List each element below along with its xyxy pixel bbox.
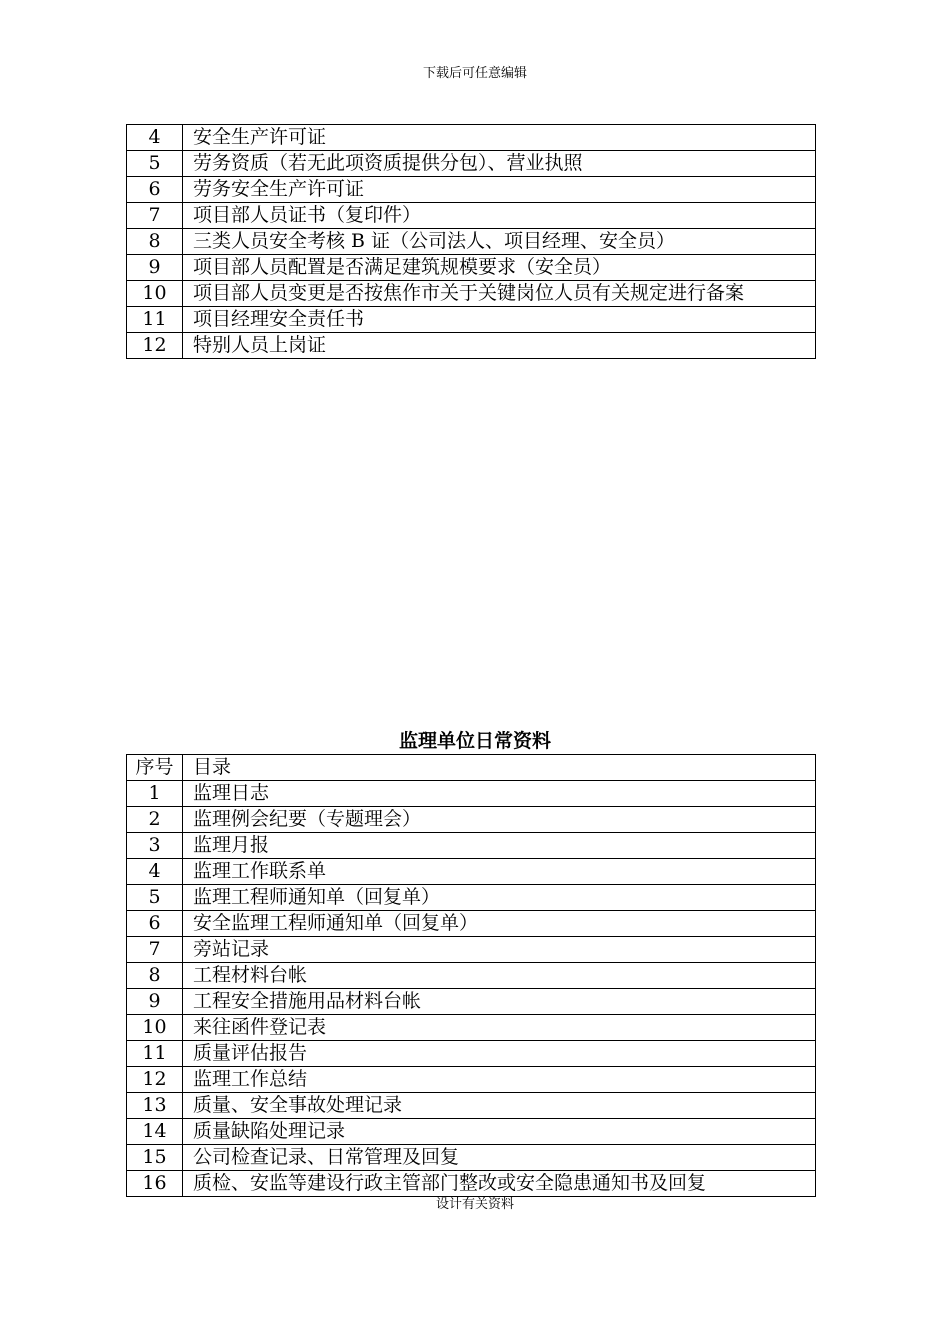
- table-row: [127, 885, 816, 911]
- row-number: 11: [127, 307, 183, 333]
- row-item: 监理工作联系单: [183, 859, 816, 885]
- row-item: 质量评估报告: [183, 1041, 816, 1067]
- row-item: 公司检查记录、日常管理及回复: [183, 1145, 816, 1171]
- table-row: [127, 1119, 816, 1145]
- row-item: 监理例会纪要（专题理会）: [183, 807, 816, 833]
- row-item: 监理工作总结: [183, 1067, 816, 1093]
- row-item: 三类人员安全考核 B 证（公司法人、项目经理、安全员）: [183, 229, 816, 255]
- row-number: 7: [127, 937, 183, 963]
- table-row: [127, 281, 816, 307]
- row-item: 监理月报: [183, 833, 816, 859]
- row-number: 14: [127, 1119, 183, 1145]
- row-number: 6: [127, 177, 183, 203]
- table-row: [127, 151, 816, 177]
- row-number: 10: [127, 1015, 183, 1041]
- qualification-table: [126, 124, 816, 359]
- row-item: 项目部人员配置是否满足建筑规模要求（安全员）: [183, 255, 816, 281]
- table-row: [127, 1015, 816, 1041]
- row-number: 3: [127, 833, 183, 859]
- row-number: 8: [127, 963, 183, 989]
- row-number: 9: [127, 989, 183, 1015]
- row-number: 12: [127, 333, 183, 359]
- row-item: 项目部人员证书（复印件）: [183, 203, 816, 229]
- page-footer: 设计有关资料: [435, 1197, 514, 1212]
- row-item: 工程安全措施用品材料台帐: [183, 989, 816, 1015]
- row-number: 16: [127, 1171, 183, 1197]
- table-row: [127, 307, 816, 333]
- row-number: 6: [127, 911, 183, 937]
- supervision-table-body: [127, 781, 816, 1197]
- table-row: [127, 911, 816, 937]
- row-item: 质量、安全事故处理记录: [183, 1093, 816, 1119]
- table-row: [127, 229, 816, 255]
- row-item: 监理日志: [183, 781, 816, 807]
- page-header: 下载后可任意编辑: [422, 66, 527, 81]
- row-item: 项目经理安全责任书: [183, 307, 816, 333]
- table-row: [127, 1067, 816, 1093]
- row-number: 15: [127, 1145, 183, 1171]
- table-header-row: [127, 755, 816, 781]
- qualification-table-body: [127, 125, 816, 359]
- row-item: 安全监理工程师通知单（回复单）: [183, 911, 816, 937]
- row-number: 5: [127, 151, 183, 177]
- row-number: 4: [127, 125, 183, 151]
- row-number: 12: [127, 1067, 183, 1093]
- table-row: [127, 807, 816, 833]
- row-item: 安全生产许可证: [183, 125, 816, 151]
- table-row: [127, 937, 816, 963]
- row-item: 旁站记录: [183, 937, 816, 963]
- row-item: 来往函件登记表: [183, 1015, 816, 1041]
- row-item: 监理工程师通知单（回复单）: [183, 885, 816, 911]
- table-row: [127, 203, 816, 229]
- row-number: 2: [127, 807, 183, 833]
- table-row: [127, 833, 816, 859]
- table-row: [127, 1145, 816, 1171]
- row-item: 质量缺陷处理记录: [183, 1119, 816, 1145]
- row-item: 劳务安全生产许可证: [183, 177, 816, 203]
- row-item: 劳务资质（若无此项资质提供分包）、营业执照: [183, 151, 816, 177]
- row-item: 项目部人员变更是否按焦作市关于关键岗位人员有关规定进行备案: [183, 281, 816, 307]
- table-row: [127, 255, 816, 281]
- row-number: 10: [127, 281, 183, 307]
- row-number: 13: [127, 1093, 183, 1119]
- table-row: [127, 989, 816, 1015]
- row-item: 质检、安监等建设行政主管部门整改或安全隐患通知书及回复: [183, 1171, 816, 1197]
- table-row: [127, 859, 816, 885]
- row-number: 5: [127, 885, 183, 911]
- row-item: 工程材料台帐: [183, 963, 816, 989]
- table-row: [127, 177, 816, 203]
- row-number: 1: [127, 781, 183, 807]
- row-number: 9: [127, 255, 183, 281]
- table-row: [127, 1093, 816, 1119]
- table-row: [127, 333, 816, 359]
- section-title: 监理单位日常资料: [398, 730, 551, 752]
- row-item: 特别人员上岗证: [183, 333, 816, 359]
- column-header-item: 目录: [183, 755, 816, 781]
- column-header-no: 序号: [127, 755, 183, 781]
- row-number: 11: [127, 1041, 183, 1067]
- supervision-table: [126, 754, 816, 1197]
- table-row: [127, 125, 816, 151]
- row-number: 7: [127, 203, 183, 229]
- table-row: [127, 1041, 816, 1067]
- table-row: [127, 781, 816, 807]
- table-row: [127, 1171, 816, 1197]
- row-number: 8: [127, 229, 183, 255]
- table-row: [127, 963, 816, 989]
- row-number: 4: [127, 859, 183, 885]
